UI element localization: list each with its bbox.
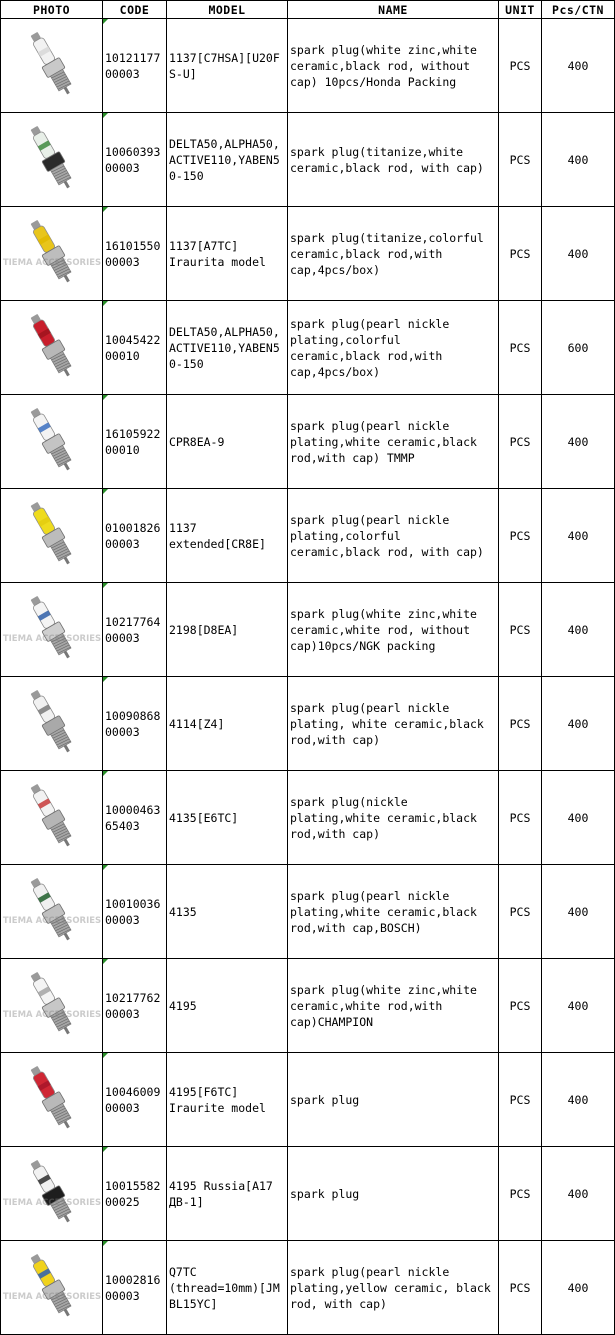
text-line: spark plug(titanize,white bbox=[290, 144, 464, 159]
model-cell bbox=[167, 19, 288, 113]
text-line: DELTA50,ALPHA50, bbox=[169, 324, 280, 339]
text-line: S-U] bbox=[169, 66, 197, 81]
model-cell bbox=[167, 865, 288, 959]
watermark-text: TIEMA ACCESSORIES bbox=[2, 258, 102, 268]
photo-cell bbox=[1, 19, 103, 113]
text-line: 00003 bbox=[105, 1006, 140, 1021]
text-line: plating,colorful bbox=[290, 528, 401, 543]
text-line: rod,with cap,BOSCH) bbox=[290, 920, 422, 935]
name-cell bbox=[288, 865, 499, 959]
name-cell bbox=[288, 395, 499, 489]
spark-plug-image bbox=[9, 685, 95, 761]
text-line: spark plug(pearl nickle bbox=[290, 700, 450, 715]
cell-corner-marker bbox=[103, 19, 108, 24]
code-cell bbox=[103, 1053, 167, 1147]
model-cell bbox=[167, 583, 288, 677]
header-row bbox=[1, 1, 615, 19]
text-line: 0-150 bbox=[169, 168, 204, 183]
cell-corner-marker bbox=[103, 113, 108, 118]
text-line: 4135 bbox=[169, 904, 197, 919]
text-line: 10217762 bbox=[105, 990, 161, 1005]
text-line: BL15YC] bbox=[169, 1296, 218, 1311]
text-line: 00003 bbox=[105, 724, 140, 739]
unit-cell: PCS bbox=[499, 113, 542, 207]
text-line: rod,with cap) bbox=[290, 732, 381, 747]
table-row bbox=[1, 113, 615, 207]
text-line: rod, with cap) bbox=[290, 1296, 387, 1311]
model-cell bbox=[167, 207, 288, 301]
text-line: DELTA50,ALPHA50, bbox=[169, 136, 280, 151]
text-line: 65403 bbox=[105, 818, 140, 833]
text-line: 1137 bbox=[169, 520, 197, 535]
text-line: cap)CHAMPION bbox=[290, 1014, 374, 1029]
code-cell bbox=[103, 207, 167, 301]
text-line: 0-150 bbox=[169, 356, 204, 371]
table-row bbox=[1, 1053, 615, 1147]
photo-cell bbox=[1, 489, 103, 583]
photo-cell bbox=[1, 771, 103, 865]
text-line: 1137[C7HSA][U20F bbox=[169, 50, 280, 65]
text-line: ДВ-1] bbox=[169, 1194, 204, 1209]
name-cell bbox=[288, 207, 499, 301]
spark-plug-image bbox=[2, 1249, 102, 1325]
text-line: 00010 bbox=[105, 348, 140, 363]
code-cell bbox=[103, 865, 167, 959]
text-line: 00003 bbox=[105, 536, 140, 551]
cell-corner-marker bbox=[103, 677, 108, 682]
pcs-per-carton-cell: 400 bbox=[542, 19, 615, 113]
model-cell bbox=[167, 959, 288, 1053]
text-line: rod,with cap) bbox=[290, 826, 381, 841]
code-cell bbox=[103, 771, 167, 865]
text-line: cap,4pcs/box) bbox=[290, 364, 381, 379]
pcs-per-carton-cell: 400 bbox=[542, 1147, 615, 1241]
text-line: 00025 bbox=[105, 1194, 140, 1209]
cell-corner-marker bbox=[103, 395, 108, 400]
cell-corner-marker bbox=[103, 207, 108, 212]
name-header: NAME bbox=[288, 1, 499, 19]
name-cell bbox=[288, 959, 499, 1053]
text-line: spark plug(white zinc,white bbox=[290, 606, 477, 621]
text-line: ceramic,black rod, without bbox=[290, 58, 471, 73]
cell-corner-marker bbox=[103, 583, 108, 588]
text-line: spark plug(titanize,colorful bbox=[290, 230, 484, 245]
photo-cell bbox=[1, 301, 103, 395]
photo-cell bbox=[1, 583, 103, 677]
text-line: cap) 10pcs/Honda Packing bbox=[290, 74, 457, 89]
unit-cell: PCS bbox=[499, 1147, 542, 1241]
code-cell bbox=[103, 489, 167, 583]
code-cell bbox=[103, 1147, 167, 1241]
cell-corner-marker bbox=[103, 1147, 108, 1152]
watermark-text: TIEMA ACCESSORIES bbox=[2, 1198, 102, 1208]
text-line: spark plug bbox=[290, 1186, 360, 1201]
unit-cell: PCS bbox=[499, 301, 542, 395]
name-cell bbox=[288, 1053, 499, 1147]
text-line: plating,colorful bbox=[290, 332, 401, 347]
text-line: plating, white ceramic,black bbox=[290, 716, 484, 731]
text-line: ACTIVE110,YABEN5 bbox=[169, 340, 280, 355]
text-line: 10060393 bbox=[105, 144, 161, 159]
text-line: 00003 bbox=[105, 1100, 140, 1115]
text-line: 16105922 bbox=[105, 426, 161, 441]
pcs-per-carton-cell: 400 bbox=[542, 959, 615, 1053]
table-row bbox=[1, 207, 615, 301]
table-row bbox=[1, 1241, 615, 1335]
spark-plug-image bbox=[2, 967, 102, 1043]
text-line: 10000463 bbox=[105, 802, 161, 817]
name-cell bbox=[288, 113, 499, 207]
photo-cell bbox=[1, 865, 103, 959]
photo-cell bbox=[1, 677, 103, 771]
pcs-per-carton-cell: 400 bbox=[542, 1053, 615, 1147]
text-line: spark plug(nickle bbox=[290, 794, 408, 809]
code-cell bbox=[103, 1241, 167, 1335]
watermark-text: TIEMA ACCESSORIES bbox=[2, 1010, 102, 1020]
name-cell bbox=[288, 19, 499, 113]
text-line: spark plug bbox=[290, 1092, 360, 1107]
text-line: 10090868 bbox=[105, 708, 161, 723]
name-cell bbox=[288, 1147, 499, 1241]
text-line: ceramic,black rod, with cap) bbox=[290, 160, 484, 175]
text-line: rod,with cap) TMMP bbox=[290, 450, 415, 465]
name-cell bbox=[288, 1241, 499, 1335]
text-line: 10046009 bbox=[105, 1084, 161, 1099]
text-line: extended[CR8E] bbox=[169, 536, 266, 551]
table-row bbox=[1, 865, 615, 959]
photo-cell bbox=[1, 1241, 103, 1335]
text-line: ceramic,white rod,with bbox=[290, 998, 443, 1013]
text-line: 10010036 bbox=[105, 896, 161, 911]
text-line: 10015582 bbox=[105, 1178, 161, 1193]
spark-plug-image bbox=[9, 497, 95, 573]
model-cell bbox=[167, 1147, 288, 1241]
unit-cell: PCS bbox=[499, 489, 542, 583]
table-row bbox=[1, 1147, 615, 1241]
text-line: spark plug(pearl nickle bbox=[290, 888, 450, 903]
code-cell bbox=[103, 113, 167, 207]
photo-cell bbox=[1, 1053, 103, 1147]
code-cell bbox=[103, 301, 167, 395]
text-line: 00003 bbox=[105, 1288, 140, 1303]
text-line: plating,yellow ceramic, black bbox=[290, 1280, 491, 1295]
model-cell bbox=[167, 301, 288, 395]
name-cell bbox=[288, 677, 499, 771]
text-line: 4195 bbox=[169, 998, 197, 1013]
text-line: 10217764 bbox=[105, 614, 161, 629]
text-line: cap,4pcs/box) bbox=[290, 262, 381, 277]
text-line: spark plug(pearl nickle bbox=[290, 418, 450, 433]
text-line: 10121177 bbox=[105, 50, 161, 65]
table-row bbox=[1, 19, 615, 113]
unit-cell: PCS bbox=[499, 1053, 542, 1147]
text-line: 4195 Russia[A17 bbox=[169, 1178, 273, 1193]
unit-header: UNIT bbox=[499, 1, 542, 19]
text-line: 00010 bbox=[105, 442, 140, 457]
unit-cell: PCS bbox=[499, 1241, 542, 1335]
name-cell bbox=[288, 489, 499, 583]
text-line: ceramic,black rod, with cap) bbox=[290, 544, 484, 559]
model-cell bbox=[167, 677, 288, 771]
cell-corner-marker bbox=[103, 865, 108, 870]
pcs-per-carton-cell: 400 bbox=[542, 395, 615, 489]
photo-cell bbox=[1, 113, 103, 207]
code-header: CODE bbox=[103, 1, 167, 19]
spark-plug-image bbox=[2, 591, 102, 667]
pcs-per-carton-cell: 400 bbox=[542, 489, 615, 583]
text-line: CPR8EA-9 bbox=[169, 434, 225, 449]
text-line: spark plug(white zinc,white bbox=[290, 982, 477, 997]
table-row bbox=[1, 301, 615, 395]
cell-corner-marker bbox=[103, 301, 108, 306]
unit-cell: PCS bbox=[499, 207, 542, 301]
watermark-text: TIEMA ACCESSORIES bbox=[2, 1292, 102, 1302]
text-line: ACTIVE110,YABEN5 bbox=[169, 152, 280, 167]
text-line: plating,white ceramic,black bbox=[290, 434, 477, 449]
unit-cell: PCS bbox=[499, 865, 542, 959]
text-line: 4195[F6TC] bbox=[169, 1084, 239, 1099]
text-line: 01001826 bbox=[105, 520, 161, 535]
model-header: MODEL bbox=[167, 1, 288, 19]
cell-corner-marker bbox=[103, 959, 108, 964]
cell-corner-marker bbox=[103, 771, 108, 776]
photo-cell bbox=[1, 1147, 103, 1241]
model-cell bbox=[167, 1053, 288, 1147]
spark-plug-image bbox=[9, 403, 95, 479]
text-line: 16101550 bbox=[105, 238, 161, 253]
pcs-per-carton-cell: 400 bbox=[542, 207, 615, 301]
model-cell bbox=[167, 1241, 288, 1335]
table-row bbox=[1, 395, 615, 489]
table-row bbox=[1, 959, 615, 1053]
code-cell bbox=[103, 677, 167, 771]
text-line: 00003 bbox=[105, 66, 140, 81]
watermark-text: TIEMA ACCESSORIES bbox=[2, 634, 102, 644]
spark-plug-image bbox=[9, 779, 95, 855]
text-line: spark plug(pearl nickle bbox=[290, 316, 450, 331]
pcs-per-carton-header: Pcs/CTN bbox=[542, 1, 615, 19]
pcs-per-carton-cell: 600 bbox=[542, 301, 615, 395]
unit-cell: PCS bbox=[499, 959, 542, 1053]
pcs-per-carton-cell: 400 bbox=[542, 113, 615, 207]
text-line: spark plug(pearl nickle bbox=[290, 1264, 450, 1279]
text-line: 00003 bbox=[105, 254, 140, 269]
text-line: ceramic,black rod,with bbox=[290, 348, 443, 363]
pcs-per-carton-cell: 400 bbox=[542, 583, 615, 677]
text-line: (thread=10mm)[JM bbox=[169, 1280, 280, 1295]
text-line: ceramic,white rod, without bbox=[290, 622, 471, 637]
photo-header: PHOTO bbox=[1, 1, 103, 19]
text-line: ceramic,black rod,with bbox=[290, 246, 443, 261]
text-line: 00003 bbox=[105, 160, 140, 175]
table-row bbox=[1, 489, 615, 583]
code-cell bbox=[103, 583, 167, 677]
text-line: Iraurite model bbox=[169, 1100, 266, 1115]
spark-plug-image bbox=[9, 121, 95, 197]
unit-cell: PCS bbox=[499, 677, 542, 771]
code-cell bbox=[103, 395, 167, 489]
photo-cell bbox=[1, 959, 103, 1053]
text-line: 10002816 bbox=[105, 1272, 161, 1287]
table-row bbox=[1, 583, 615, 677]
text-line: 2198[D8EA] bbox=[169, 622, 239, 637]
pcs-per-carton-cell: 400 bbox=[542, 771, 615, 865]
unit-cell: PCS bbox=[499, 583, 542, 677]
text-line: 4135[E6TC] bbox=[169, 810, 239, 825]
watermark-text: TIEMA ACCESSORIES bbox=[2, 916, 102, 926]
model-cell bbox=[167, 113, 288, 207]
pcs-per-carton-cell: 400 bbox=[542, 865, 615, 959]
text-line: 4114[Z4] bbox=[169, 716, 225, 731]
text-line: 10045422 bbox=[105, 332, 161, 347]
table-row bbox=[1, 677, 615, 771]
spark-plug-image bbox=[2, 215, 102, 291]
name-cell bbox=[288, 583, 499, 677]
model-cell bbox=[167, 395, 288, 489]
photo-cell bbox=[1, 395, 103, 489]
name-cell bbox=[288, 301, 499, 395]
unit-cell: PCS bbox=[499, 771, 542, 865]
table-body bbox=[1, 19, 615, 1335]
text-line: 00003 bbox=[105, 912, 140, 927]
model-cell bbox=[167, 771, 288, 865]
model-cell bbox=[167, 489, 288, 583]
cell-corner-marker bbox=[103, 489, 108, 494]
pcs-per-carton-cell: 400 bbox=[542, 677, 615, 771]
pcs-per-carton-cell: 400 bbox=[542, 1241, 615, 1335]
text-line: plating,white ceramic,black bbox=[290, 810, 477, 825]
text-line: Iraurita model bbox=[169, 254, 266, 269]
table-row bbox=[1, 771, 615, 865]
text-line: spark plug(pearl nickle bbox=[290, 512, 450, 527]
name-cell bbox=[288, 771, 499, 865]
text-line: cap)10pcs/NGK packing bbox=[290, 638, 436, 653]
text-line: Q7TC bbox=[169, 1264, 197, 1279]
text-line: spark plug(white zinc,white bbox=[290, 42, 477, 57]
spark-plug-image bbox=[9, 27, 95, 103]
code-cell bbox=[103, 959, 167, 1053]
cell-corner-marker bbox=[103, 1053, 108, 1058]
text-line: 00003 bbox=[105, 630, 140, 645]
cell-corner-marker bbox=[103, 1241, 108, 1246]
text-line: plating,white ceramic,black bbox=[290, 904, 477, 919]
unit-cell: PCS bbox=[499, 395, 542, 489]
code-cell bbox=[103, 19, 167, 113]
spark-plug-image bbox=[2, 873, 102, 949]
text-line: 1137[A7TC] bbox=[169, 238, 239, 253]
spark-plug-image bbox=[9, 1061, 95, 1137]
unit-cell: PCS bbox=[499, 19, 542, 113]
spark-plug-image bbox=[2, 1155, 102, 1231]
spark-plug-image bbox=[9, 309, 95, 385]
photo-cell bbox=[1, 207, 103, 301]
